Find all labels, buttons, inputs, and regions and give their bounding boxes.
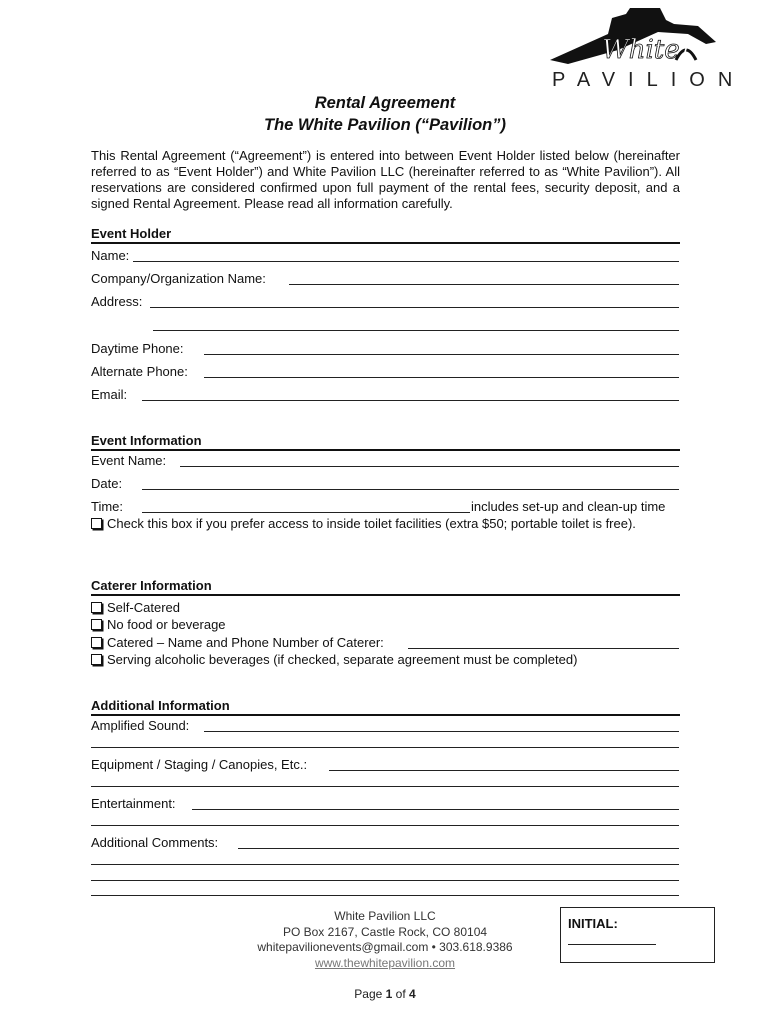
checkbox[interactable] [91,619,102,630]
equipment-field[interactable] [329,770,679,771]
document-subtitle: The White Pavilion (“Pavilion”) [263,116,507,134]
time-label: Time: [91,499,124,514]
document-title: Rental Agreement [314,94,456,112]
comments-field-line-4[interactable] [91,895,679,896]
checkbox[interactable] [91,602,102,613]
address-label: Address: [91,294,143,309]
amplified-sound-field-line-2[interactable] [91,747,679,748]
comments-field[interactable] [238,848,679,849]
logo-wordmark: PAVILION [552,69,746,91]
toilet-facilities-label: Check this box if you prefer access to inside toilet facilities (extra $50; portable toilet is free). [107,516,636,531]
email-label: Email: [91,387,128,402]
initial-box [560,907,715,963]
additional-comments-label: Additional Comments: [91,835,219,850]
name-field[interactable] [133,261,679,262]
initial-field[interactable] [568,944,656,945]
option-label: No food or beverage [107,617,226,632]
daytime-phone-field[interactable] [204,354,679,355]
intro-paragraph: This Rental Agreement (“Agreement”) is entered into between Event Holder listed below (hereinafter referred to as “Event Holder”) and White Pavilion LLC (hereinafter referred to as “White Pavilion”). All reservations are considered confirmed upon full payment of the rental fees, security deposit, and a signed Rental Agreement. Please read all information carefully. [91,148,680,211]
time-field[interactable] [142,512,470,513]
page-current: 1 [385,987,393,1001]
comments-field-line-3[interactable] [91,880,679,881]
email-field[interactable] [142,400,679,401]
page-number [0,987,770,1001]
caterer-option-self [91,600,180,615]
alternate-phone-field[interactable] [204,377,679,378]
checkbox[interactable] [91,654,102,665]
comments-field-line-2[interactable] [91,864,679,865]
footer-contact: whitepavilionevents@gmail.com • 303.618.9386 [257,940,513,954]
event-holder-heading: Event Holder [91,226,680,244]
caterer-option-alcohol [91,652,577,667]
option-label: Serving alcoholic beverages (if checked, separate agreement must be completed) [107,652,578,667]
entertainment-label: Entertainment: [91,796,176,811]
caterer-information-heading: Caterer Information [91,578,680,596]
footer-website-row [225,956,545,972]
event-name-label: Event Name: [91,453,167,468]
entertainment-field-line-2[interactable] [91,825,679,826]
amplified-sound-label: Amplified Sound: [91,718,190,733]
page-prefix: Page [354,987,383,1001]
option-label: Catered – Name and Phone Number of Caterer: [107,635,384,650]
equipment-label: Equipment / Staging / Canopies, Etc.: [91,757,308,772]
caterer-option-no-food [91,617,226,632]
name-label: Name: [91,248,130,263]
address-field-line-2[interactable] [153,330,679,331]
alternate-phone-label: Alternate Phone: [91,364,188,379]
time-suffix-text: includes set-up and clean-up time [471,499,666,514]
company-label: Company/Organization Name: [91,271,266,286]
caterer-option-catered [91,635,384,650]
footer-address: PO Box 2167, Castle Rock, CO 80104 [282,924,488,939]
caterer-name-field[interactable] [408,648,679,649]
website-link[interactable]: www.thewhitepavilion.com [314,955,456,970]
logo-script-text: White [602,35,680,65]
footer-company: White Pavilion LLC [334,909,436,923]
address-field-line-1[interactable] [150,307,679,308]
toilet-facilities-option [91,516,636,531]
company-field[interactable] [289,284,679,285]
event-information-heading: Event Information [91,433,680,451]
page-of: of [395,987,406,1001]
date-label: Date: [91,476,123,491]
page-total: 4 [409,987,416,1001]
equipment-field-line-2[interactable] [91,786,679,787]
daytime-phone-label: Daytime Phone: [91,341,184,356]
additional-information-heading: Additional Information [91,698,680,716]
initial-label: INITIAL: [568,916,618,931]
event-name-field[interactable] [180,466,679,467]
date-field[interactable] [142,489,679,490]
checkbox[interactable] [91,637,102,648]
amplified-sound-field[interactable] [204,731,679,732]
option-label: Self-Catered [107,600,180,615]
checkbox[interactable] [91,518,102,529]
entertainment-field[interactable] [192,809,679,810]
